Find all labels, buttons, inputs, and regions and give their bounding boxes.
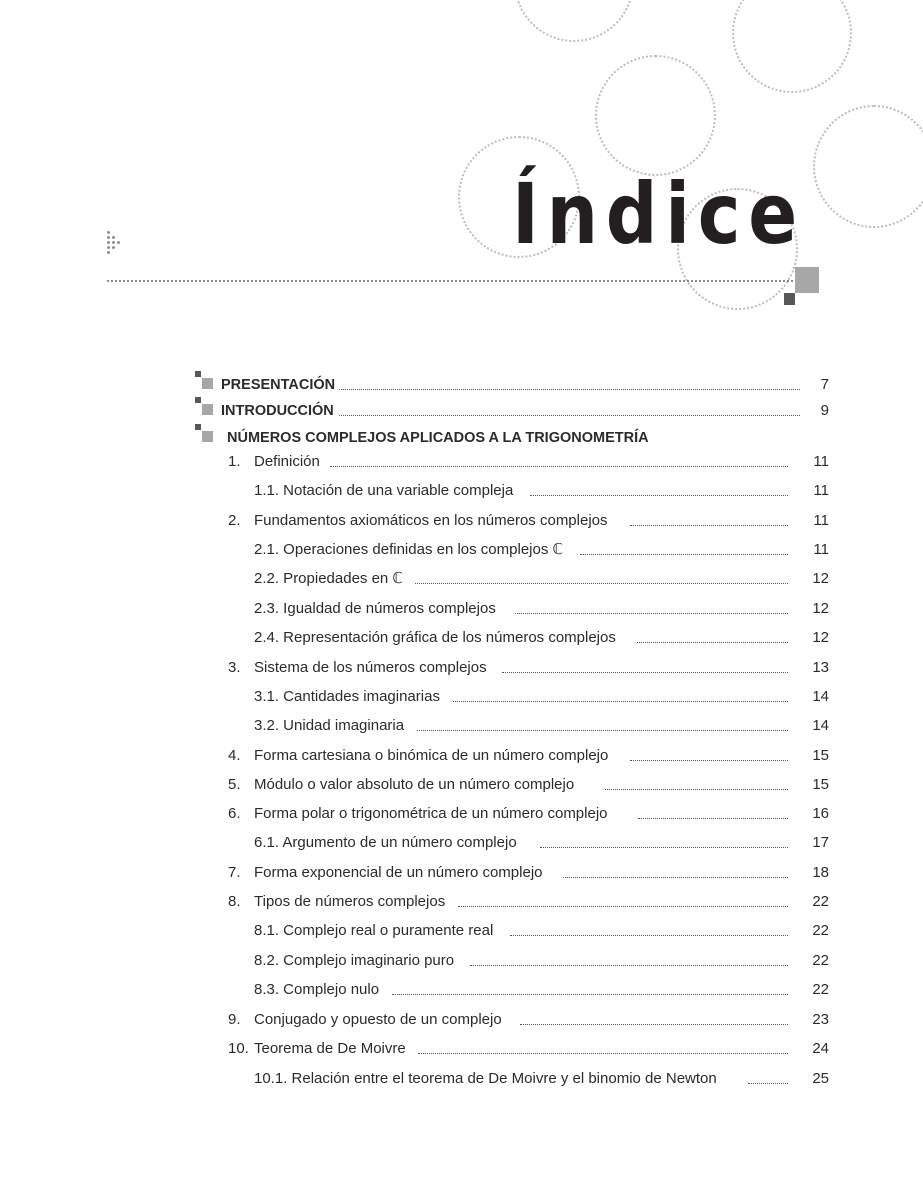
square-bullet-icon [195, 424, 201, 430]
square-bullet-icon [202, 378, 213, 389]
toc-entry[interactable] [0, 980, 923, 1000]
dot-leader [637, 642, 788, 643]
entry-number: 1. [228, 453, 241, 470]
entry-number: 5. [228, 776, 241, 793]
entry-label: Forma polar o trigonométrica de un número complejo [254, 804, 612, 824]
page-number: 11 [813, 453, 829, 470]
entry-label: Forma cartesiana o binómica de un número complejo [254, 746, 612, 766]
page-number: 9 [820, 402, 829, 419]
page-number: 15 [812, 776, 829, 793]
dot-leader [415, 583, 788, 584]
entry-number: 8. [228, 893, 241, 910]
square-bullet-icon [202, 404, 213, 415]
dot-leader [470, 965, 788, 966]
page-number: 22 [812, 922, 829, 939]
toc-heading-label: PRESENTACIÓN [221, 375, 339, 395]
entry-number: 6. [228, 805, 241, 822]
toc-entry[interactable] [0, 863, 923, 883]
entry-label: 8.1. Complejo real o puramente real [254, 921, 497, 941]
toc-heading-label: INTRODUCCIÓN [221, 401, 338, 421]
header-divider [107, 280, 793, 282]
entry-label: Tipos de números complejos [254, 892, 449, 912]
toc-entry[interactable] [0, 716, 923, 736]
toc-entry[interactable] [0, 746, 923, 766]
dot-leader [580, 554, 788, 555]
page-number: 12 [812, 570, 829, 587]
entry-label: 8.3. Complejo nulo [254, 980, 383, 1000]
entry-label: 8.2. Complejo imaginario puro [254, 951, 458, 971]
dot-leader [605, 789, 788, 790]
entry-label: Conjugado y opuesto de un complejo [254, 1010, 506, 1030]
decorative-circle [514, 0, 634, 42]
toc-entry[interactable] [0, 804, 923, 824]
dot-leader [748, 1083, 788, 1084]
toc-entry[interactable] [0, 833, 923, 853]
dot-leader [330, 415, 800, 416]
entry-label: Módulo o valor absoluto de un número complejo [254, 775, 578, 795]
toc-entry[interactable] [0, 951, 923, 971]
toc-heading[interactable] [0, 401, 923, 421]
entry-label: 2.2. Propiedades en ℂ [254, 569, 407, 589]
entry-number: 4. [228, 747, 241, 764]
toc-entry[interactable] [0, 511, 923, 531]
square-bullet-icon [195, 371, 201, 377]
dot-leader [418, 1053, 788, 1054]
page-number: 25 [812, 1070, 829, 1087]
page-number: 14 [812, 717, 829, 734]
dot-leader [515, 613, 788, 614]
dot-leader [563, 877, 788, 878]
toc-entry[interactable] [0, 481, 923, 501]
dot-leader [520, 1024, 788, 1025]
square-ornament-dark [784, 293, 795, 305]
entry-number: 10. [228, 1040, 249, 1057]
page-number: 12 [812, 600, 829, 617]
entry-label: Teorema de De Moivre [254, 1039, 410, 1059]
entry-label: 1.1. Notación de una variable compleja [254, 481, 517, 501]
entry-label: 3.1. Cantidades imaginarias [254, 687, 444, 707]
page-number: 22 [812, 952, 829, 969]
square-bullet-icon [195, 397, 201, 403]
toc-entry[interactable] [0, 687, 923, 707]
page-number: 16 [812, 805, 829, 822]
dot-leader [417, 730, 788, 731]
decorative-circle [732, 0, 852, 93]
dot-leader [330, 389, 800, 390]
page-number: 24 [812, 1040, 829, 1057]
toc-entry[interactable] [0, 569, 923, 589]
dot-leader [530, 495, 788, 496]
dot-leader [458, 906, 788, 907]
dot-leader [510, 935, 788, 936]
toc-entry[interactable] [0, 1039, 923, 1059]
entry-label: Definición [254, 452, 324, 472]
dot-leader [630, 760, 788, 761]
square-bullet-icon [202, 431, 213, 442]
dot-leader [502, 672, 788, 673]
entry-number: 7. [228, 864, 241, 881]
page-number: 11 [813, 541, 829, 558]
entry-number: 9. [228, 1011, 241, 1028]
dot-leader [540, 847, 788, 848]
page-number: 22 [812, 893, 829, 910]
toc-entry[interactable] [0, 775, 923, 795]
entry-number: 3. [228, 659, 241, 676]
decorative-circle [595, 55, 716, 176]
toc-entry[interactable] [0, 921, 923, 941]
page-number: 14 [812, 688, 829, 705]
entry-number: 2. [228, 512, 241, 529]
decorative-circle [813, 105, 923, 228]
dot-leader [638, 818, 788, 819]
entry-label: Sistema de los números complejos [254, 658, 491, 678]
toc-entry[interactable] [0, 658, 923, 678]
toc-entry[interactable] [0, 1069, 923, 1089]
entry-label: Fundamentos axiomáticos en los números complejos [254, 511, 612, 531]
entry-label: 6.1. Argumento de un número complejo [254, 833, 521, 853]
toc-entry[interactable] [0, 599, 923, 619]
page-number: 13 [812, 659, 829, 676]
entry-label: 3.2. Unidad imaginaria [254, 716, 408, 736]
toc-entry[interactable] [0, 1010, 923, 1030]
page-number: 11 [813, 512, 829, 529]
page-number: 12 [812, 629, 829, 646]
entry-label: 2.1. Operaciones definidas en los complejos ℂ [254, 540, 567, 560]
page-number: 23 [812, 1011, 829, 1028]
page-number: 11 [813, 482, 829, 499]
page-title: Índice [512, 165, 806, 263]
toc-heading-label: NÚMEROS COMPLEJOS APLICADOS A LA TRIGONOMETRÍA [227, 428, 653, 448]
toc-entry[interactable] [0, 452, 923, 472]
entry-label: 2.3. Igualdad de números complejos [254, 599, 500, 619]
dot-leader [630, 525, 788, 526]
entry-label: Forma exponencial de un número complejo [254, 863, 547, 883]
toc-heading[interactable] [0, 428, 923, 448]
entry-label: 10.1. Relación entre el teorema de De Moivre y el binomio de Newton [254, 1069, 721, 1089]
entry-label: 2.4. Representación gráfica de los números complejos [254, 628, 620, 648]
page-number: 18 [812, 864, 829, 881]
square-ornament-light [795, 267, 819, 293]
page-number: 17 [812, 834, 829, 851]
page-number: 7 [820, 376, 829, 393]
toc-entry[interactable] [0, 540, 923, 560]
toc-heading[interactable] [0, 375, 923, 395]
toc-entry[interactable] [0, 892, 923, 912]
dot-leader [392, 994, 788, 995]
page-number: 22 [812, 981, 829, 998]
dot-leader [453, 701, 788, 702]
page-number: 15 [812, 747, 829, 764]
toc-entry[interactable] [0, 628, 923, 648]
dot-leader [330, 466, 788, 467]
